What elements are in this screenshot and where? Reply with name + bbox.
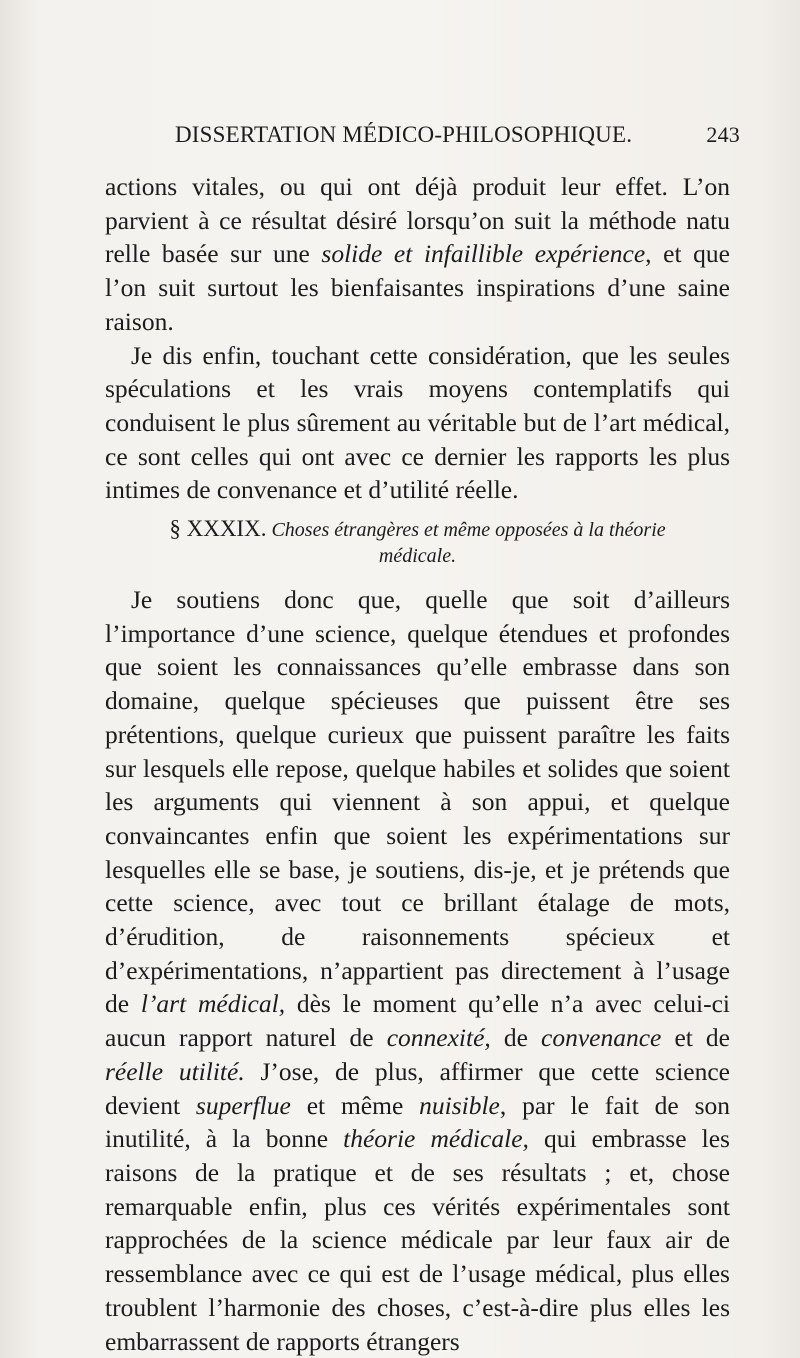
page-header <box>175 122 740 154</box>
paragraph-2: Je dis enfin, touchant cette considération, que les seules spéculations et les vrais moyens contemplatifs qui conduisent le plus sûrement au véritable but de l’art médical, ce sont celles qui ont avec ce dernier les rapports les plus intimes de convenance et d’utilité réelle. <box>105 340 730 505</box>
paragraph-1: actions vitales, ou qui ont déjà produit leur effet. L’on parvient à ce résultat désiré lorsqu’on suit la méthode natu relle basée sur une solide et infaillible expérience, et que l’on suit surtout les bienfaisantes inspirations d’une saine raison. <box>105 172 730 336</box>
section-heading <box>105 516 730 569</box>
emphasis-reelle-utilite: réelle utilité. <box>105 1056 245 1086</box>
emphasis-art-medical: l’art médical, <box>140 989 286 1019</box>
section-title-line1: Choses étrangères et même opposées à la théorie <box>271 519 666 542</box>
emphasis-solide-experience: solide et infaillible expérience <box>321 239 646 269</box>
body-text <box>105 170 730 1358</box>
emphasis-convenance: convenance <box>541 1023 662 1053</box>
paragraph-3: Je soutiens donc que, quelle que soit d’ailleurs l’importance d’une science, quelque étendues et profondes que soient les connaissances qu’elle embrasse dans son domaine, quelque spécieuses que puissent être ses prétentions, quelque curieux que puissent paraître les faits sur lesquels elle repose, quelque habiles et solides que soient les arguments qui viennent à son appui, et quelque convaincantes enfin que soient les expérimentations sur lesquelles elle se base, je soutiens, dis-je, et je prétends que cette science, avec tout ce brillant étalage de mots, d’érudition, de raisonnements spécieux et d’expérimentations, n’appartient pas directement à l’usage de l’art médical, dès le moment qu’elle n’a avec celui-ci aucun rapport naturel de connexité, de convenance et de réelle utilité. J’ose, de plus, affirmer que cette science devient superflue et même nuisible, par le fait de son inutilité, à la bonne théorie médicale, qui embrasse les raisons de la pratique et de ses résultats ; et, chose remarquable enfin, plus ces vérités expérimentales sont rapprochées de la science médicale par leur faux air de ressemblance avec ce qui est de l’usage médical, plus elles troublent l’harmonie des choses, c’est-à-dire plus elles les embarrassent de rapports étrangers <box>105 585 731 1356</box>
emphasis-theorie-medicale: théorie médicale, <box>343 1124 529 1154</box>
emphasis-connexite: connexité, <box>386 1023 491 1053</box>
section-number: § XXXIX. <box>169 516 267 542</box>
emphasis-nuisible: nuisible <box>419 1090 500 1120</box>
section-title-line2: médicale. <box>378 545 457 568</box>
emphasis-superflue: superflue <box>195 1090 291 1120</box>
page-number: 243 <box>706 122 740 147</box>
running-title: DISSERTATION MÉDICO-PHILOSOPHIQUE. <box>175 122 633 147</box>
